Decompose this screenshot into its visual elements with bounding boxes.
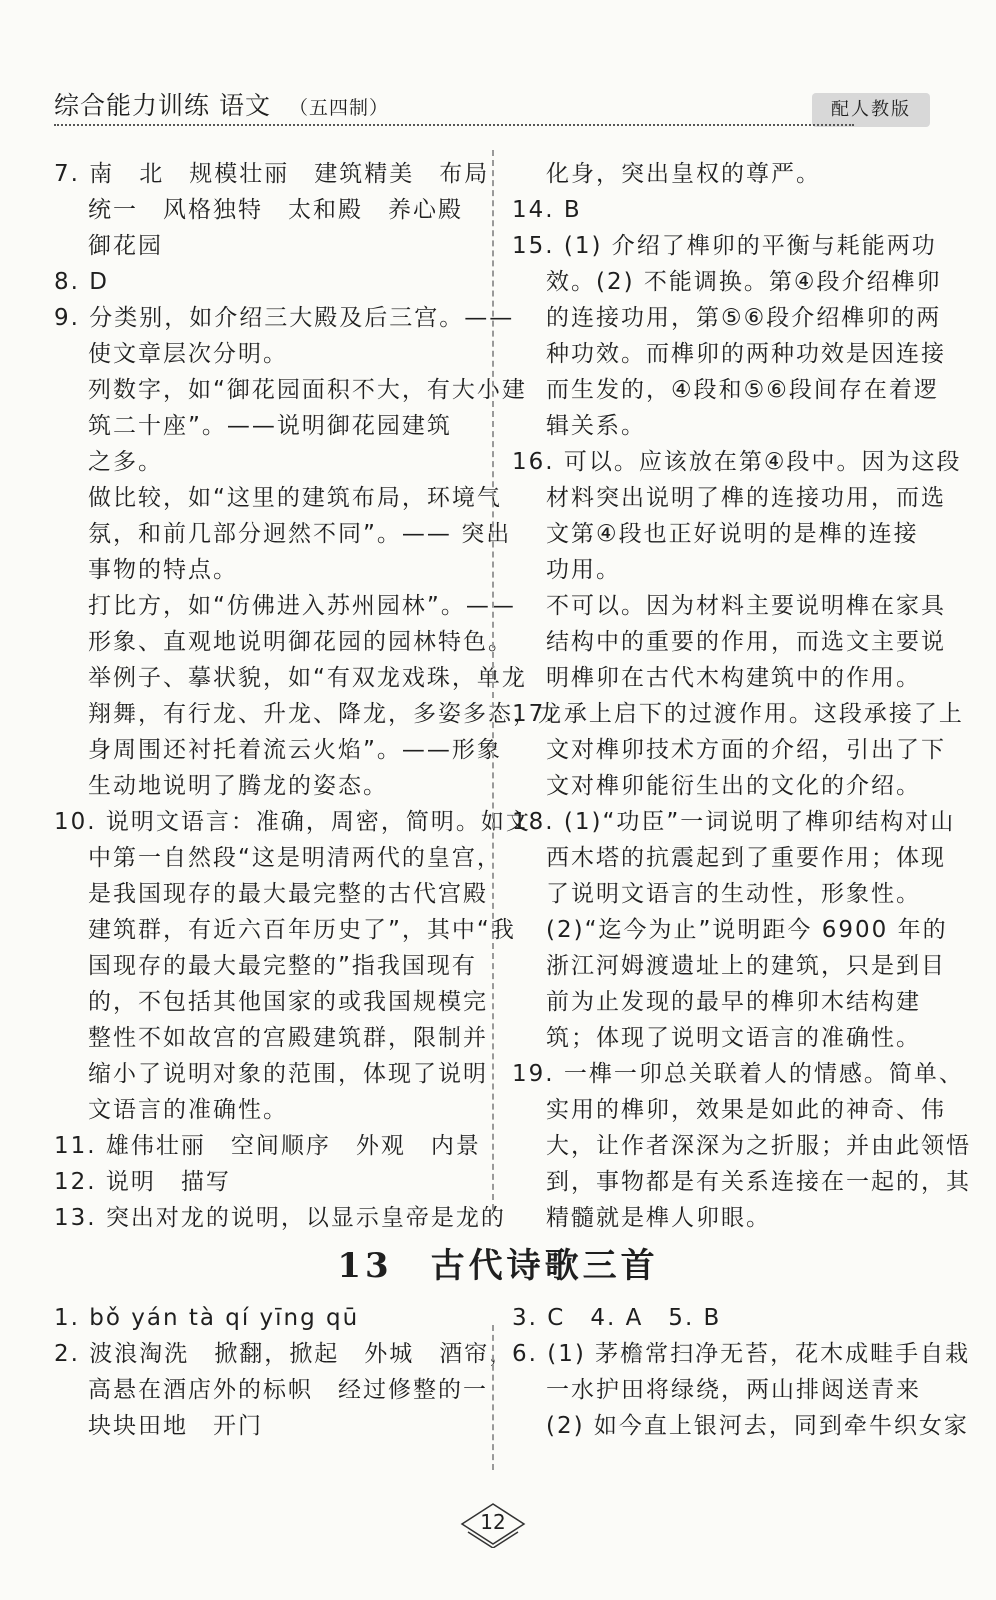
answer-line: 打比方，如“仿佛进入苏州园林”。—— xyxy=(88,593,516,619)
answer-line: 17. 承上启下的过渡作用。这段承接了上 xyxy=(512,701,964,727)
answer-line: 举例子、摹状貌，如“有双龙戏珠，单龙 xyxy=(88,665,527,691)
answer-line: 事物的特点。 xyxy=(88,557,238,583)
answer-line: 身周围还衬托着流云火焰”。——形象 xyxy=(88,737,502,763)
answer-line: 明榫卯在古代木构建筑中的作用。 xyxy=(546,665,921,691)
answer-line: 9. 分类别，如介绍三大殿及后三宫。—— xyxy=(54,305,515,331)
answer-line: 2. 波浪淘洗 掀翻，掀起 外城 酒帘， xyxy=(54,1341,515,1367)
answer-line: 种功效。而榫卯的两种功效是因连接 xyxy=(546,341,946,367)
column-divider-2 xyxy=(492,1325,494,1470)
answer-line: 辑关系。 xyxy=(546,413,646,439)
answer-line: 7. 南 北 规模壮丽 建筑精美 布局 xyxy=(54,161,490,187)
answer-line: 8. D xyxy=(54,269,109,295)
answer-line: 统一 风格独特 太和殿 养心殿 xyxy=(88,197,463,223)
answer-line: 前为止发现的最早的榫卯木结构建 xyxy=(546,989,921,1015)
answer-line: 到，事物都是有关系连接在一起的，其 xyxy=(546,1169,971,1195)
answer-line: 一水护田将绿绕，两山排闼送青来 xyxy=(546,1377,921,1403)
answer-line: 19. 一榫一卯总关联着人的情感。简单、 xyxy=(512,1061,964,1087)
answer-line: 文对榫卯技术方面的介绍，引出了下 xyxy=(546,737,946,763)
answer-line: 氛，和前几部分迥然不同”。—— 突出 xyxy=(88,521,512,547)
header-rule xyxy=(54,124,854,126)
answer-line: 精髓就是榫人卯眼。 xyxy=(546,1205,771,1231)
answer-line: 筑；体现了说明文语言的准确性。 xyxy=(546,1025,921,1051)
answer-line: 18. (1)“功臣”一词说明了榫卯结构对山 xyxy=(512,809,956,835)
answer-line: 不可以。因为材料主要说明榫在家具 xyxy=(546,593,946,619)
section-title: 13 古代诗歌三首 xyxy=(337,1246,659,1286)
answer-line: 15. (1) 介绍了榫卯的平衡与耗能两功 xyxy=(512,233,937,259)
left-column-2 xyxy=(54,1300,514,1444)
edition: （五四制） xyxy=(288,97,389,119)
answer-line: 实用的榫卯，效果是如此的神奇、伟 xyxy=(546,1097,946,1123)
answer-line: 化身，突出皇权的尊严。 xyxy=(546,161,821,187)
answer-line: 10. 说明文语言：准确，周密，简明。如文 xyxy=(54,809,531,835)
answer-line: 生动地说明了腾龙的姿态。 xyxy=(88,773,388,799)
answer-line: 1. bǒ yán tà qí yīng qū xyxy=(54,1305,360,1331)
answer-line: 了说明文语言的生动性，形象性。 xyxy=(546,881,921,907)
answer-line: 13. 突出对龙的说明，以显示皇帝是龙的 xyxy=(54,1205,506,1231)
answer-line: (2)“迄今为止”说明距今 6900 年的 xyxy=(546,917,948,943)
column-divider xyxy=(492,150,494,1210)
answer-line: 的，不包括其他国家的或我国规模完 xyxy=(88,989,488,1015)
answer-line: 12. 说明 描写 xyxy=(54,1169,231,1195)
answer-line: 缩小了说明对象的范围，体现了说明 xyxy=(88,1061,488,1087)
book-title: 综合能力训练 语文 xyxy=(54,91,271,120)
answer-line: 高悬在酒店外的标帜 经过修整的一 xyxy=(88,1377,488,1403)
answer-line: 11. 雄伟壮丽 空间顺序 外观 内景 xyxy=(54,1133,481,1159)
answer-line: 功用。 xyxy=(546,557,621,583)
answer-line: 14. B xyxy=(512,197,582,223)
answer-line: 是我国现存的最大最完整的古代宫殿 xyxy=(88,881,488,907)
answer-line: 西木塔的抗震起到了重要作用；体现 xyxy=(546,845,946,871)
answer-line: 列数字，如“御花园面积不大，有大小建 xyxy=(88,377,527,403)
right-column-2 xyxy=(512,1300,970,1444)
answer-line: 国现存的最大最完整的”指我国现有 xyxy=(88,953,477,979)
answer-line: 之多。 xyxy=(88,449,163,475)
running-header xyxy=(54,86,389,122)
answer-line: 形象、直观地说明御花园的园林特色。 xyxy=(88,629,513,655)
answer-line: 筑二十座”。——说明御花园建筑 xyxy=(88,413,452,439)
page-number-text: 12 xyxy=(480,1510,506,1534)
answer-line: (2) 如今直上银河去，同到牵牛织女家 xyxy=(546,1413,969,1439)
answer-line: 浙江河姆渡遗址上的建筑，只是到目 xyxy=(546,953,946,979)
answer-line: 整性不如故宫的宫殿建筑群，限制并 xyxy=(88,1025,488,1051)
page-number xyxy=(458,1502,528,1542)
answer-line: 使文章层次分明。 xyxy=(88,341,288,367)
answer-line: 文语言的准确性。 xyxy=(88,1097,288,1123)
answer-line: 的连接功用，第⑤⑥段介绍榫卯的两 xyxy=(546,305,942,331)
answer-line: 翔舞，有行龙、升龙、降龙，多姿多态，龙 xyxy=(88,701,563,727)
answer-line: 结构中的重要的作用，而选文主要说 xyxy=(546,629,946,655)
right-column xyxy=(512,156,971,1236)
answer-line: 大，让作者深深为之折服；并由此领悟 xyxy=(546,1133,971,1159)
answer-line: 中第一自然段“这是明清两代的皇宫， xyxy=(88,845,502,871)
answer-line: 3. C 4. A 5. B xyxy=(512,1305,722,1331)
answer-line: 建筑群，有近六百年历史了”，其中“我 xyxy=(88,917,516,943)
answer-line: 6. (1) 茅檐常扫净无苔，花木成畦手自栽 xyxy=(512,1341,971,1367)
edition-badge: 配人教版 xyxy=(812,93,930,127)
answer-line: 16. 可以。应该放在第④段中。因为这段 xyxy=(512,449,962,475)
answer-line: 效。(2) 不能调换。第④段介绍榫卯 xyxy=(546,269,942,295)
answer-line: 材料突出说明了榫的连接功用，而选 xyxy=(546,485,946,511)
answer-line: 御花园 xyxy=(88,233,163,259)
answer-line: 块块田地 开门 xyxy=(88,1413,263,1439)
answer-line: 而生发的，④段和⑤⑥段间存在着逻 xyxy=(546,377,939,403)
answer-line: 文对榫卯能衍生出的文化的介绍。 xyxy=(546,773,921,799)
answer-line: 文第④段也正好说明的是榫的连接 xyxy=(546,521,919,547)
answer-line: 做比较，如“这里的建筑布局，环境气 xyxy=(88,485,502,511)
left-column xyxy=(54,156,563,1236)
